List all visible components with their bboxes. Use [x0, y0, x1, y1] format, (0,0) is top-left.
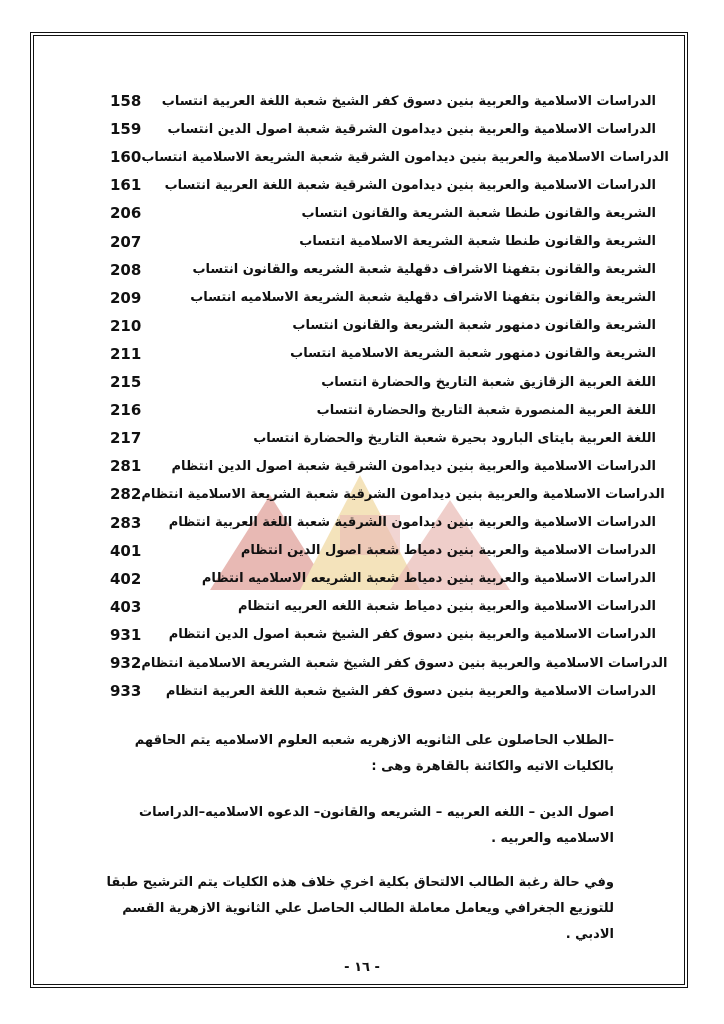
page-number: - ١٦ -: [344, 960, 380, 975]
list-item: [110, 313, 660, 339]
college-code: 215: [110, 373, 142, 391]
paragraph-college-names: اصول الدين – اللغه العربيه – الشريعه والقانون– الدعوه الاسلاميه–الدراسات الاسلاميه والعربيه .: [139, 805, 614, 846]
college-name: اللغة العربية بايتاى البارود بحيرة شعبة التاريخ والحضارة انتساب: [253, 430, 656, 446]
college-name: الشريعة والقانون طنطا شعبة الشريعة والقانون انتساب: [301, 205, 656, 221]
list-item: [110, 200, 660, 226]
list-item: [110, 172, 660, 198]
list-item: [110, 678, 660, 704]
college-code: 159: [110, 120, 142, 139]
college-code: 932: [110, 654, 142, 672]
college-code: 161: [110, 176, 142, 195]
college-name: الدراسات الاسلامية والعربية بنين ديدامون الشرقية شعبة اصول الدين انتساب: [167, 121, 656, 137]
college-code: 281: [110, 457, 142, 476]
college-name: الدراسات الاسلامية والعربية بنين دمياط شعبة الشريعه الاسلاميه انتظام: [201, 571, 656, 587]
college-code: 207: [110, 232, 142, 251]
college-code: 403: [110, 597, 142, 616]
college-name: الدراسات الاسلامية والعربية بنين دسوق كفر الشيخ شعبة اللغة العربية انتساب: [161, 93, 656, 109]
list-item: [110, 88, 660, 114]
college-name: الشريعة والقانون دمنهور شعبة الشريعة الاسلامية انتساب: [290, 346, 656, 362]
paragraph-islamic-sciences: –الطلاب الحاصلون على الثانويه الازهريه شعبه العلوم الاسلاميه يتم الحاقهم بالكليات الاتيه والكائنة بالقاهرة وهى :: [134, 733, 614, 774]
list-item: [110, 622, 660, 648]
college-name: الدراسات الاسلامية والعربية بنين ديدامون الشرقية شعبة الشريعة الاسلامية انتساب: [141, 149, 669, 165]
list-item: [110, 341, 660, 367]
college-code: 208: [110, 260, 142, 279]
college-code: 933: [110, 682, 142, 701]
list-item: [110, 650, 668, 676]
college-code: 210: [110, 316, 142, 335]
list-item: [110, 285, 660, 311]
college-name: اللغة العربية الزقازيق شعبة التاريخ والحضارة انتساب: [321, 374, 656, 390]
college-code: 160: [110, 148, 142, 167]
list-item: [110, 538, 660, 564]
list-item: [110, 229, 660, 255]
college-code: 211: [110, 344, 142, 363]
list-item: [110, 481, 665, 507]
list-item: [110, 425, 660, 451]
college-code: 206: [110, 204, 142, 223]
college-code: 282: [110, 485, 142, 504]
college-name: الشريعة والقانون طنطا شعبة الشريعة الاسلامية انتساب: [299, 234, 656, 249]
college-code: 401: [110, 541, 142, 560]
college-name: الدراسات الاسلامية والعربية بنين دسوق كفر الشيخ شعبة الشريعة الاسلامية انتظام: [141, 655, 668, 671]
list-item: [110, 510, 660, 536]
college-name: الدراسات الاسلامية والعربية بنين دمياط شعبة اصول الدين انتظام: [240, 543, 656, 559]
list-item: [110, 116, 660, 142]
college-code: 209: [110, 288, 142, 307]
list-item: [110, 257, 660, 283]
college-name: الدراسات الاسلامية والعربية بنين ديدامون الشرقية شعبة اللغة العربية انتظام: [168, 515, 656, 530]
college-name: الدراسات الاسلامية والعربية بنين ديدامون الشرقية شعبة الشريعة الاسلامية انتظام: [141, 486, 665, 502]
college-code: 402: [110, 569, 142, 588]
college-name: الشريعة والقانون بتفهنا الاشراف دقهلية شعبة الشريعه والقانون انتساب: [192, 262, 656, 278]
list-item: [110, 397, 660, 423]
paragraph-other-colleges: وفي حالة رغبة الطالب الالتحاق بكلية اخري خلاف هذه الكليات يتم الترشيح طبقا للتوزيع الجغرافي ويعامل معاملة الطالب الحاصل علي الثانوية الازهرية القسم الادبي .: [106, 875, 614, 942]
college-name: الدراسات الاسلامية والعربية بنين دمياط شعبة اللغه العربيه انتظام: [238, 599, 656, 615]
college-name: الشريعة والقانون دمنهور شعبة الشريعة والقانون انتساب: [292, 318, 656, 334]
college-code: 158: [110, 92, 142, 110]
college-code: 217: [110, 429, 142, 448]
college-code: 931: [110, 625, 142, 644]
college-name: الشريعة والقانون بتفهنا الاشراف دقهلية شعبة الشريعة الاسلاميه انتساب: [190, 290, 656, 306]
list-item: [110, 144, 669, 170]
college-name: الدراسات الاسلامية والعربية بنين دسوق كفر الشيخ شعبة اللغة العربية انتظام: [165, 683, 656, 699]
list-item: [110, 566, 660, 592]
college-name: اللغة العربية المنصورة شعبة التاريخ والحضارة انتساب: [316, 402, 656, 418]
list-item: [110, 453, 660, 479]
list-item: [110, 594, 660, 620]
college-name: الدراسات الاسلامية والعربية بنين ديدامون الشرقية شعبة اللغة العربية انتساب: [164, 177, 656, 193]
college-name: الدراسات الاسلامية والعربية بنين ديدامون الشرقية شعبة اصول الدين انتظام: [171, 458, 656, 474]
college-code: 216: [110, 401, 142, 420]
list-item: [110, 369, 660, 395]
college-code: 283: [110, 513, 142, 532]
college-name: الدراسات الاسلامية والعربية بنين دسوق كفر الشيخ شعبة اصول الدين انتظام: [168, 627, 656, 643]
